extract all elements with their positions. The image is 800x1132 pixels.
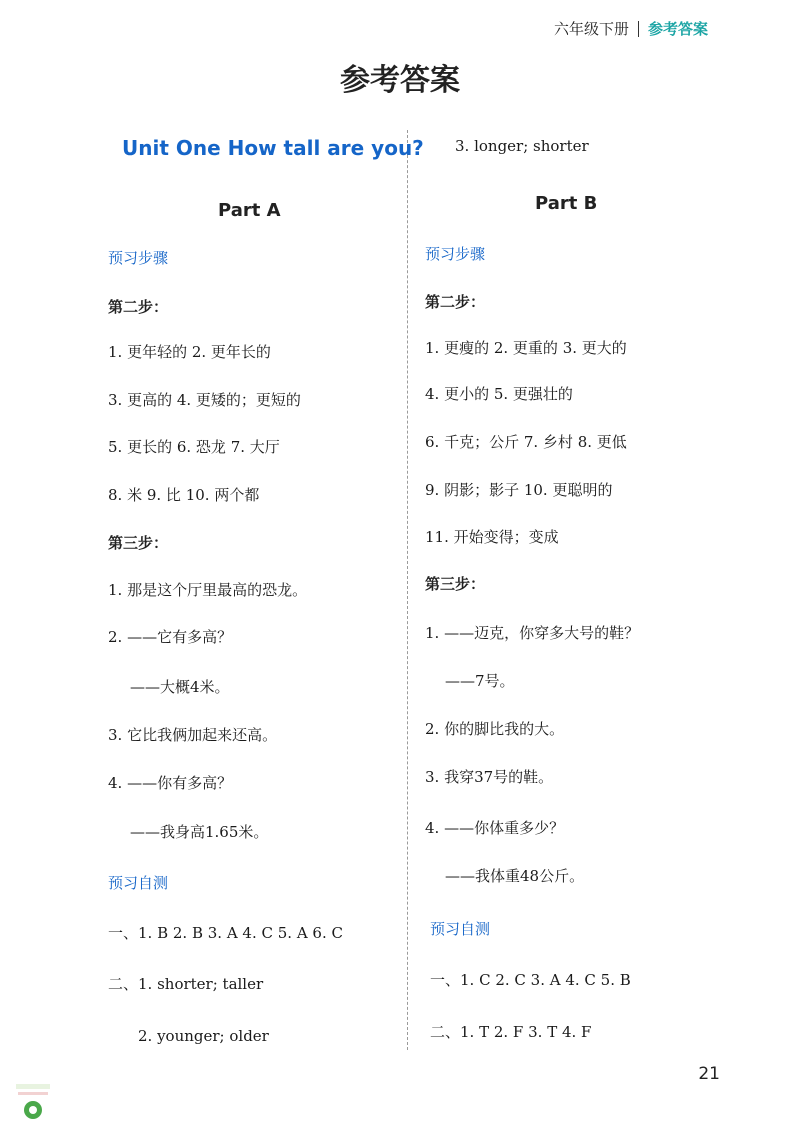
answer-line: 一、1. C 2. C 3. A 4. C 5. B [430, 971, 631, 989]
answer-line: 2. younger; older [138, 1027, 269, 1045]
unit-title: Unit One How tall are you? [122, 136, 424, 160]
answer-line: 4. ——你体重多少？ [425, 819, 565, 837]
answer-line: 6. 千克；公斤 7. 乡村 8. 更低 [425, 433, 627, 451]
part-a-title: Part A [218, 200, 281, 221]
self-test-heading: 预习自测 [430, 920, 491, 938]
answer-line: 3. 我穿37号的鞋。 [425, 768, 554, 786]
answer-line: 2. ——它有多高？ [108, 628, 233, 646]
answer-line: ——大概4米。 [130, 678, 230, 696]
page-title: 参考答案 [340, 63, 460, 98]
step2-label: 第二步： [425, 293, 486, 311]
part-b-title: Part B [535, 193, 598, 214]
answer-line: ——我身高1.65米。 [130, 823, 269, 841]
publisher-logo-icon [14, 1082, 52, 1122]
preview-steps-heading: 预习步骤 [108, 249, 169, 267]
answer-line: 1. 更瘦的 2. 更重的 3. 更大的 [425, 339, 627, 357]
step2-label: 第二步： [108, 298, 169, 316]
answer-line: 1. 那是这个厅里最高的恐龙。 [108, 581, 308, 599]
step3-label: 第三步： [425, 575, 486, 593]
page-header [554, 18, 708, 39]
self-test-heading: 预习自测 [108, 874, 169, 892]
preview-steps-heading: 预习步骤 [425, 245, 486, 263]
answer-line: ——我体重48公斤。 [445, 867, 585, 885]
answer-line: 2. 你的脚比我的大。 [425, 720, 565, 738]
answer-line: 9. 阴影；影子 10. 更聪明的 [425, 481, 613, 499]
page-number: 21 [698, 1064, 720, 1084]
answer-line: 8. 米 9. 比 10. 两个都 [108, 486, 260, 504]
header-grade: 六年级下册 [553, 20, 629, 38]
header-section: 参考答案 [647, 20, 708, 38]
answer-line: 1. 更年轻的 2. 更年长的 [108, 343, 271, 361]
answer-line: 1. ——迈克，你穿多大号的鞋？ [425, 624, 640, 642]
answer-line: 4. 更小的 5. 更强壮的 [425, 385, 573, 403]
column-divider [407, 130, 408, 1050]
answer-line: ——7号。 [445, 672, 515, 690]
header-separator [638, 21, 639, 37]
step3-label: 第三步： [108, 534, 169, 552]
answer-line: 二、1. T 2. F 3. T 4. F [430, 1023, 592, 1041]
answer-line: 3. 它比我俩加起来还高。 [108, 726, 278, 744]
answer-line: 5. 更长的 6. 恐龙 7. 大厅 [108, 438, 280, 456]
answer-line: 二、1. shorter; taller [108, 975, 264, 993]
answer-line: 3. longer; shorter [455, 137, 589, 155]
answer-line: 一、1. B 2. B 3. A 4. C 5. A 6. C [108, 924, 343, 942]
answer-line: 4. ——你有多高？ [108, 774, 233, 792]
answer-line: 3. 更高的 4. 更矮的；更短的 [108, 391, 301, 409]
answer-line: 11. 开始变得；变成 [425, 528, 559, 546]
